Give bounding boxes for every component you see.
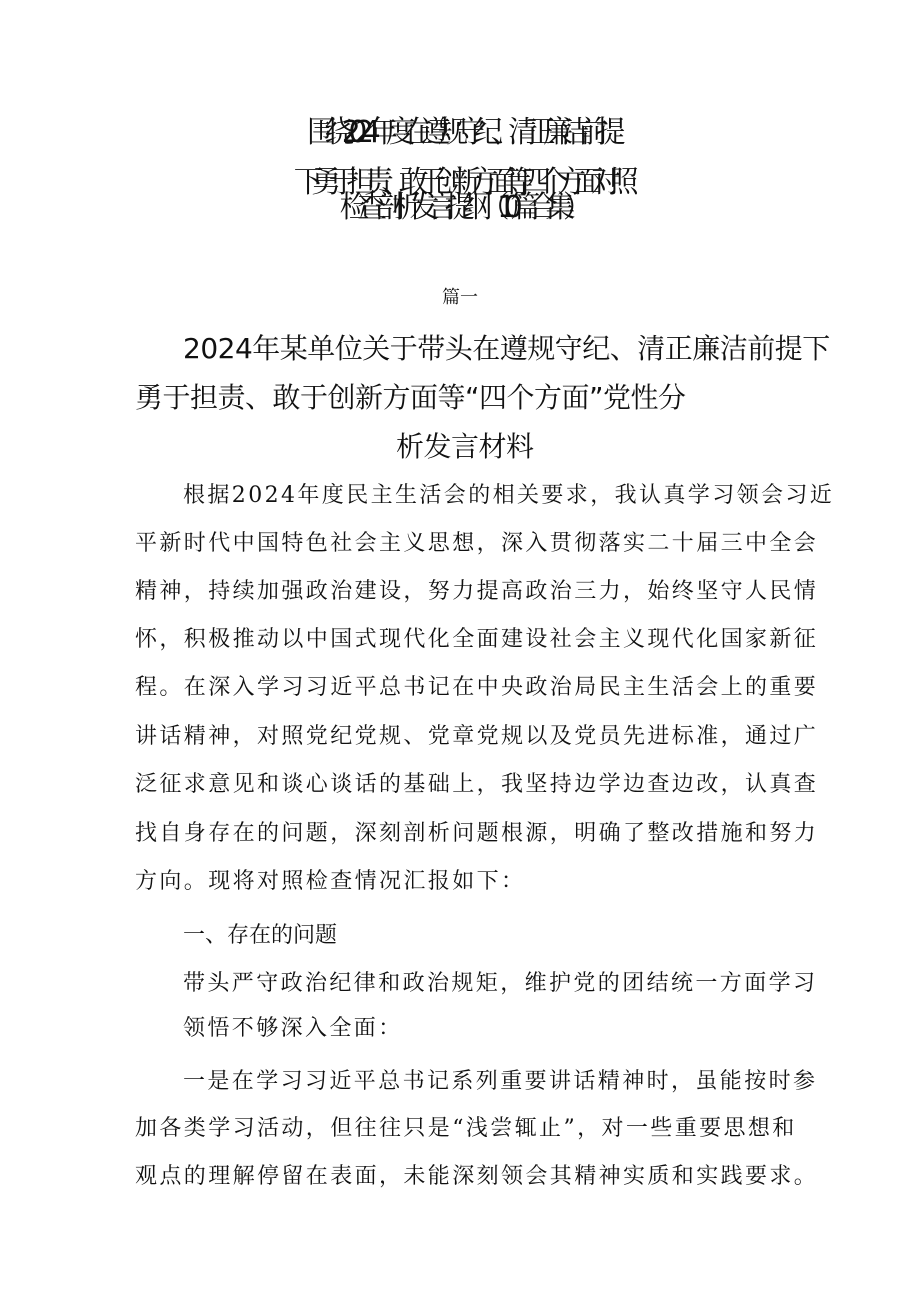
point-one-line-1: 一是在学习习近平总书记系列重要讲话精神时，虽能按时参 [183,1069,818,1094]
intro-line-9: 方向。现将对照检查情况汇报如下： [135,869,526,894]
subsection-lead-line-2: 领悟不够深入全面： [183,1016,403,1041]
point-one-line-3: 观点的理解停留在表面，未能深刻领会其精神实质和实践要求。 [135,1164,819,1189]
intro-line-2: 平新时代中国特色社会主义思想，深入贯彻落实二十届三中全会 [135,531,819,556]
subtitle-line-2: 勇于担责、敢于创新方面等“四个方面”党性分 [135,381,686,414]
main-title-line-1: 围绕2024年度在遵规守纪、清正廉洁前提 [306,115,614,150]
intro-line-7: 泛征求意见和谈心谈话的基础上，我坚持边学边查边改，认真查 [135,772,819,797]
point-one-line-2: 加各类学习活动，但往往只是“浅尝辄止”，对一些重要思想和 [135,1116,797,1141]
intro-line-3: 精神，持续加强政治建设，努力提高政治三力，始终坚守人民情 [135,579,819,604]
intro-line-5: 程。在深入学习习近平总书记在中央政治局民主生活会上的重要 [135,675,819,700]
subsection-lead-line-1: 带头严守政治纪律和政治规矩，维护党的团结统一方面学习 [183,971,818,996]
section-heading: 一、存在的问题 [183,923,338,948]
intro-line-8: 找自身存在的问题，深刻剖析问题根源，明确了整改措施和努力 [135,821,819,846]
chapter-label: 篇一 [442,287,478,308]
intro-line-1: 根据2024年度民主生活会的相关要求，我认真学习领会习近 [183,483,835,508]
intro-line-4: 怀，积极推动以中国式现代化全面建设社会主义现代化国家新征 [135,627,819,652]
main-title-line-2: 下勇于担责、敢于创新方面等四个方面对照 [293,165,627,200]
main-title-line-3: 检查剖析发言提纲（10篇合集） [339,190,581,225]
subtitle-line-3: 析发言材料 [396,430,534,463]
subtitle-line-1: 2024年某单位关于带头在遵规守纪、清正廉洁前提下 [183,332,830,365]
intro-line-6: 讲话精神，对照党纪党规、党章党规以及党员先进标准，通过广 [135,724,819,749]
